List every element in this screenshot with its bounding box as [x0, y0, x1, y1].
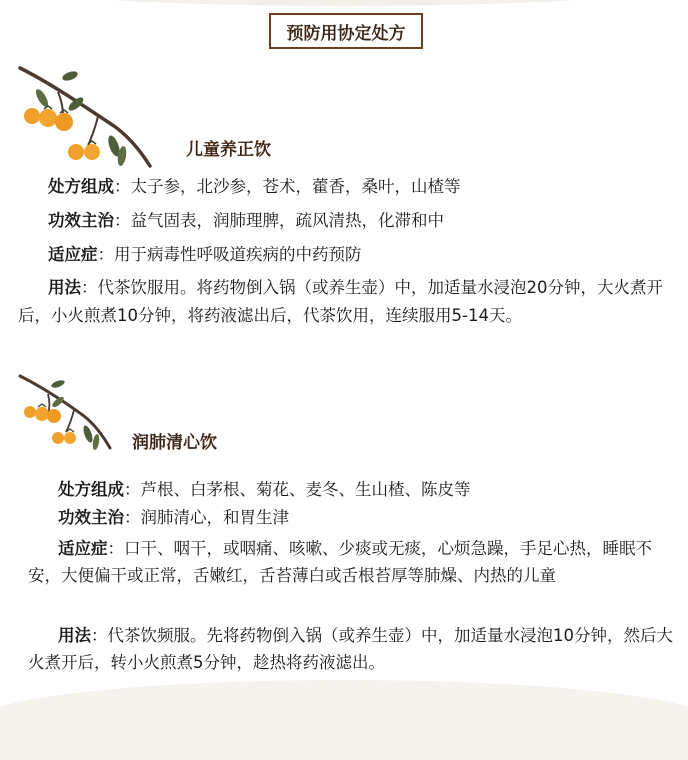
page-title-text: 预防用协定处方 — [286, 23, 406, 44]
item-text: ：代茶饮服用。将药物倒入锅（或养生壶）中，加适量水浸泡20分钟，大火煮开后，小火煎煮10分钟，将药液滤出后，代茶饮用，连续服用5-14天。 — [18, 278, 663, 325]
persimmon-branch-icon — [18, 62, 158, 172]
item-label: 用法 — [48, 278, 81, 297]
formula-composition-2 — [58, 476, 668, 503]
item-text: ：芦根、白茅根、菊花、麦冬、生山楂、陈皮等 — [124, 480, 471, 499]
formula-composition-1 — [48, 173, 668, 200]
item-label: 处方组成 — [48, 177, 114, 196]
usage-1 — [18, 274, 678, 330]
item-text: ：润肺清心，和胃生津 — [124, 508, 289, 527]
persimmon-branch-icon — [18, 372, 118, 454]
usage-2 — [28, 622, 673, 676]
top-decoration — [0, 0, 688, 6]
section-title-1: 儿童养正饮 — [186, 140, 271, 160]
indication-2 — [28, 535, 673, 589]
item-text: ：用于病毒性呼吸道疾病的中药预防 — [97, 245, 362, 264]
item-label: 功效主治 — [48, 211, 114, 230]
section-title-2: 润肺清心饮 — [132, 433, 217, 453]
item-label: 适应症 — [58, 539, 108, 558]
item-text: ：口干、咽干，或咽痛、咳嗽、少痰或无痰，心烦急躁，手足心热，睡眠不安，大便偏干或正常，舌嫩红，舌苔薄白或舌根苔厚等肺燥、内热的儿童 — [28, 539, 652, 585]
item-label: 处方组成 — [58, 480, 124, 499]
item-text: ：太子参，北沙参，苍术，藿香，桑叶，山楂等 — [114, 177, 461, 196]
efficacy-1 — [48, 207, 668, 234]
efficacy-2 — [58, 504, 668, 531]
item-label: 用法 — [58, 626, 91, 645]
item-text: ：代茶饮频服。先将药物倒入锅（或养生壶）中，加适量水浸泡10分钟，然后大火煮开后，转小火煎煮5分钟，趁热将药液滤出。 — [28, 626, 673, 672]
item-label: 适应症 — [48, 245, 98, 264]
bottom-decoration — [0, 680, 688, 760]
page-title — [269, 13, 423, 49]
item-label: 功效主治 — [58, 508, 124, 527]
indication-1 — [48, 241, 668, 268]
item-text: ：益气固表，润肺理脾，疏风清热，化滞和中 — [114, 211, 444, 230]
